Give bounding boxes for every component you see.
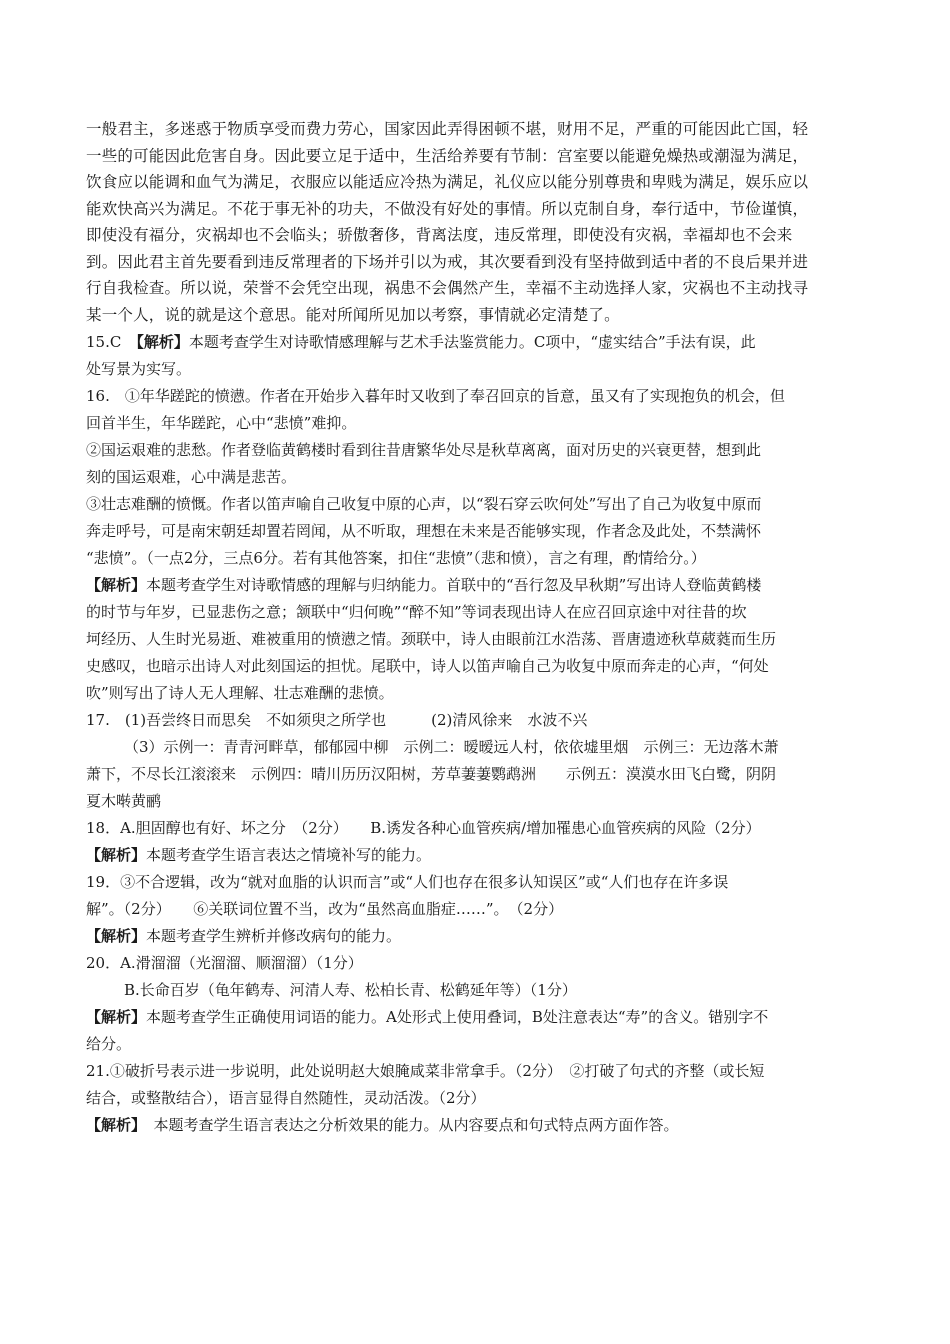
- analysis-text: 本题考查学生语言表达之分析效果的能力。从内容要点和句式特点两方面作答。: [138, 1116, 679, 1134]
- answer-17-line: 17. (1)吾尝终日而思矣 不如须臾之所学也 (2)清风徐来 水波不兴: [86, 711, 588, 729]
- answer-19-line: 19．③不合逻辑，改为“就对血脂的认识而言”或“人们也存在很多认知误区”或“人们也存在许多误: [86, 873, 729, 891]
- answer-20-line: B.长命百岁（龟年鹤寿、河清人寿、松柏长青、松鹤延年等）（1分）: [124, 981, 577, 999]
- answer-16-analysis: [86, 572, 864, 707]
- analysis-label: 【解析】: [136, 333, 189, 351]
- analysis-label: 【解析】: [86, 927, 147, 945]
- analysis-text: 的时节与年岁，已显悲伤之意；颔联中“归何晚”“醉不知”等词表现出诗人在应召回京途中对往昔的坎: [86, 603, 747, 621]
- answer-15-text: 本题考查学生对诗歌情感理解与艺术手法鉴赏能力。C项中，“虚实结合”手法有误，此: [188, 333, 756, 351]
- answer-15-choice: 15.C: [86, 333, 137, 351]
- answer-19: [86, 869, 864, 950]
- answer-20-line: 20．A.滑溜溜（光溜溜、顺溜溜）（1分）: [86, 954, 363, 972]
- analysis-label: 【解析】: [86, 846, 147, 864]
- analysis-text: 本题考查学生正确使用词语的能力。A处形式上使用叠词，B处注意表达“寿”的含义。错别字不: [146, 1008, 769, 1026]
- analysis-label: 【解析】: [86, 1116, 139, 1134]
- analysis-label: 【解析】: [86, 1008, 147, 1026]
- answer-21-line: 结合，或整散结合），语言显得自然随性，灵动活泼。（2分）: [86, 1089, 486, 1107]
- answer-16-line: “悲愤”。（一点2分，三点6分。若有其他答案，扣住“悲愤”（悲和愤），言之有理，酌情给分。）: [86, 549, 706, 567]
- answer-21-line: 21.①破折号表示进一步说明，此处说明赵大娘腌咸菜非常拿手。（2分） ②打破了句式的齐整（或长短: [86, 1062, 765, 1080]
- answer-page: [86, 116, 864, 1139]
- translation-line: 到。因此君主首先要看到违反常理者的下场并引以为戒，其次要看到没有坚持做到适中者的不良后果并进: [86, 252, 809, 271]
- translation-line: 一般君主，多迷惑于物质享受而费力劳心，国家因此弄得困顿不堪，财用不足，严重的可能因此亡国，轻: [86, 120, 809, 138]
- answer-16-line: 16. ①年华蹉跎的愤懑。作者在开始步入暮年时又收到了奉召回京的旨意，虽又有了实现抱负的机会，但: [86, 387, 785, 405]
- translation-line: 能欢快高兴为满足。不花于事无补的功夫，不做没有好处的事情。所以克制自身，奉行适中，节俭谨慎，: [86, 199, 809, 218]
- answer-18: [86, 815, 864, 869]
- answer-16-line: 回首半生，年华蹉跎，心中“悲愤”难抑。: [86, 414, 357, 432]
- translation-line: 某一个人，说的就是这个意思。能对所闻所见加以考察，事情就必定清楚了。: [86, 305, 620, 324]
- answer-15: [86, 329, 864, 383]
- translation-line: 即使没有福分，灾祸却也不会临头；骄傲奢侈，背离法度，违反常理，即使没有灾祸，幸福却也不会来: [86, 226, 793, 244]
- translation-paragraph: [86, 116, 864, 328]
- answer-16-line: ③壮志难酬的愤慨。作者以笛声喻自己收复中原的心声，以“裂石穿云吹何处”写出了自己为收复中原而: [86, 495, 762, 513]
- analysis-text: 给分。: [86, 1035, 132, 1053]
- answer-18-line: 18．A.胆固醇也有好、坏之分 （2分） B.诱发各种心血管疾病/增加罹患心血管疾病的风险（2分）: [86, 819, 761, 837]
- answer-16-line: ②国运艰难的悲愁。作者登临黄鹤楼时看到往昔唐繁华处尽是秋草离离，面对历史的兴衰更替，想到此: [86, 441, 762, 459]
- answer-17: [86, 707, 864, 815]
- analysis-text: 本题考查学生对诗歌情感的理解与归纳能力。首联中的“吾行忽及早秋期”写出诗人登临黄鹤楼: [146, 576, 762, 594]
- answer-16: [86, 383, 864, 572]
- answer-15-text: 处写景为实写。: [86, 360, 192, 378]
- translation-line: 一些的可能因此危害自身。因此要立足于适中，生活给养要有节制：宫室要以能避免燥热或潮湿为满足，: [86, 146, 809, 165]
- analysis-text: 史感叹，也暗示出诗人对此刻国运的担忧。尾联中，诗人以笛声喻自己为收复中原而奔走的心声，“何处: [86, 657, 769, 675]
- analysis-text: 坷经历、人生时光易逝、难被重用的愤懑之情。颈联中，诗人由眼前江水浩荡、晋唐遗迹秋草葳蕤而生历: [86, 630, 777, 648]
- answer-17-line: 萧下，不尽长江滚滚来 示例四：晴川历历汉阳树，芳草萋萋鹦鹉洲 示例五：漠漠水田飞白鹭，阴阴: [86, 765, 777, 783]
- answer-17-line: （3）示例一：青青河畔草，郁郁园中柳 示例二：暧暧远人村，依依墟里烟 示例三：无边落木萧: [124, 738, 779, 756]
- answer-17-line: 夏木啭黄鹂: [86, 792, 162, 810]
- answer-20: [86, 950, 864, 1058]
- analysis-text: 本题考查学生辨析并修改病句的能力。: [146, 927, 402, 945]
- answer-16-line: 奔走呼号，可是南宋朝廷却置若罔闻，从不听取，理想在未来是否能够实现，作者念及此处，不禁满怀: [86, 522, 762, 540]
- answer-21: [86, 1058, 864, 1139]
- analysis-text: 吹”则写出了诗人无人理解、壮志难酬的悲愤。: [86, 684, 394, 702]
- translation-line: 饮食应以能调和血气为满足，衣服应以能适应冷热为满足，礼仪应以能分别尊贵和卑贱为满足，娱乐应以: [86, 173, 809, 191]
- analysis-text: 本题考查学生语言表达之情境补写的能力。: [146, 846, 432, 864]
- analysis-label: 【解析】: [86, 576, 147, 594]
- translation-line: 行自我检查。所以说，荣誉不会凭空出现，祸患不会偶然产生，幸福不主动选择人家，灾祸也不主动找寻: [86, 279, 809, 297]
- answer-16-line: 刻的国运艰难，心中满是悲苦。: [86, 468, 297, 486]
- answer-19-line: 解”。（2分） ⑥关联词位置不当，改为“虽然高血脂症……”。 （2分）: [86, 900, 564, 918]
